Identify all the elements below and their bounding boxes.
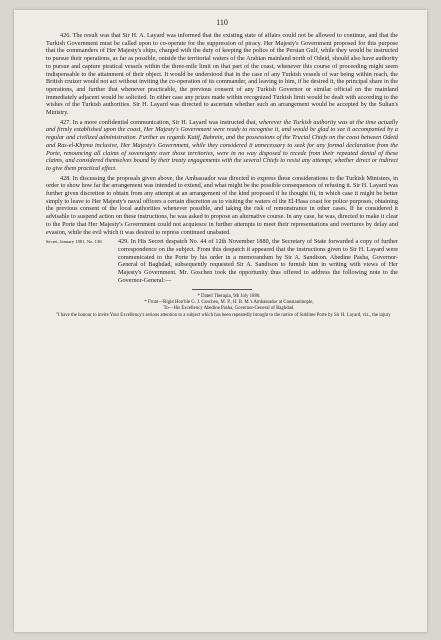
footnote-date: * Dated Therapia, 9th July 1880.	[197, 293, 261, 299]
paragraph-429-block	[46, 238, 398, 284]
paragraph-428: 428. In discussing the proposals given above, the Ambassador was directed to express these considerations to the Turkish Ministers, in order to show how far the arrangement was intended to extend, and what might be the possible consequences of refusing it. Sir H. Layard was further given discretion to obtain from any attempt at an arrangement of the kind proposed if he thought fit, in which case it might be better simply to leave to Her Majesty's naval officers a certain discretion as to visiting the waters of the El-Hasa coast for police purposes, obtaining the previous consent of the local authorities whenever possible, and taking the risk of remonstrance in other cases. If he considered it advisable to suspend action on these instructions, he was asked to propose an alternative course. In any case, he was, directed to make it clear to the Porte that Her Majesty's Government could not acquiesce in further attempts to meet their representations and overtures by delay and evasion, while the evil which it was desired to repress continued unabated.	[46, 174, 398, 236]
paragraph-429: 429. In His Secret despatch No. 44 of 12th November 1880, the Secretary of State forwarded a copy of further correspondence on the subject. From this despatch it appeared that the instructions given to Sir H. Layard were communicated to the Porte by his order in a memorandum by Sir A. Sandison. Abedine Pasha, Governor-General of Baghdad, subsequently requested Sir A. Sandison to furnish him in writing with views of Her Majesty's Government. Mr. Goschen took the opportunity thus offered to address the following note to the Governor-General:—	[118, 238, 398, 284]
footnote-from: * From—Right Hon'ble G. J. Goschen, M. P., H. B. M.'s Ambassador at Constantinople,	[144, 299, 314, 305]
document-page	[14, 10, 427, 632]
paragraph-427-intro: 427. In a more confidential communication, Sir H. Layard was instructed that,	[60, 118, 259, 126]
paragraph-426: 426. The result was that Sir H. A. Layard was informed that the existing state of affairs could not be allowed to continue, and that the Turkish Government must be called upon to co-operate for the suppression of piracy. Her Majesty's Government proposed for this purpose that the commanders of Her Majesty's ships, charged with the duty of keeping the police of the Persian Gulf, while they would be instructed to pursue their operations, as far as possible, outside the territorial waters of the Arabian mainland north of Odeid, should also have authority to pursue and capture piratical vessels within the three-mile limit on that part of the coast, whenever this course of proceeding might seem indispensable to the attainment of their object. It would be understood that in the case of any Turkish vessels of war being within reach, the British cruizer would not act without inviting the co-operation of its commander, and leaving to him, if he desired it, the principal share in the operations, and further that whenever practicable, the previous consent of any Turkish Governor or similar official on the mainland immediately adjacent would be solicited. In either case any prizes made within recognized Turkish limit would be dealt with according to the wishes of the Turkish authorities. Sir H. Layard was directed to ascertain whether such an arrangement would be accepted by the Sultan's Ministry.	[46, 32, 398, 117]
page-content	[46, 18, 398, 319]
paragraph-427	[46, 119, 398, 173]
footnote-quote: "I have the honour to invite Your Excellency's serious attention to a subject which has been repeatedly brought to the notice of Sublime Porte by Sir H. Layard, viz., the injury	[56, 312, 391, 318]
margin-note: Secret, January 1881, No. 138.	[46, 239, 103, 245]
footnote-to: To—His Excellency Abedine Pasha, Governor-General of Baghdad.	[163, 306, 295, 312]
paragraph-427-italic: wherever the Turkish authority was at the time actually and firmly established upon the coast, Her Majesty's Government were ready to recognise it, and would be glad to see it accompanied by a regular and civilized administration. Further as regards Katif, Bahrein, and the possessions of the Trucial Chiefs on the coast between Odeid and Ras-el-Khyma inclusive, Her Majesty's Government, while they considered it unnecessary to seek for any formal declaration from the Porte, renouncing all claims of sovereignty over those territories, were in no way disposed to recede from their repeated denial of these claims, and considered themselves bound by their treaty engagements with the several Chiefs to resist any attempt, whether direct or indirect to give them practical effect.	[46, 118, 398, 172]
page-number: 110	[216, 18, 228, 27]
footnote-divider	[192, 289, 252, 290]
